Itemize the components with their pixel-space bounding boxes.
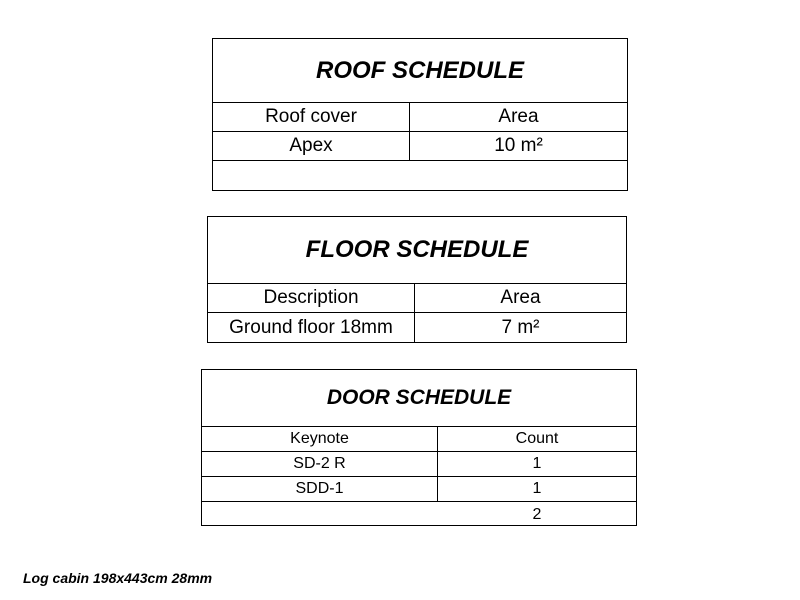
table-row bbox=[213, 132, 627, 161]
total-count-cell: 2 bbox=[532, 505, 542, 523]
total-label-cell bbox=[202, 502, 438, 527]
table-header-row bbox=[213, 103, 627, 132]
door-schedule-title: DOOR SCHEDULE bbox=[202, 370, 636, 427]
keynote-cell: SD-2 R bbox=[202, 452, 438, 476]
floor-schedule-title: FLOOR SCHEDULE bbox=[208, 217, 626, 284]
area-cell: 10 m² bbox=[494, 135, 543, 156]
door-schedule-table bbox=[201, 369, 637, 526]
table-header-row bbox=[208, 284, 626, 313]
column-header-area: Area bbox=[498, 106, 539, 127]
count-cell: 1 bbox=[532, 480, 542, 497]
total-cell bbox=[213, 161, 627, 191]
roof-cover-cell: Apex bbox=[213, 132, 410, 160]
drawing-caption: Log cabin 198x443cm 28mm bbox=[23, 570, 213, 586]
table-row bbox=[202, 452, 636, 477]
table-row bbox=[208, 313, 626, 342]
column-header-count: Count bbox=[515, 430, 559, 447]
floor-schedule-table bbox=[207, 216, 627, 343]
table-row bbox=[202, 477, 636, 502]
count-cell: 1 bbox=[532, 455, 542, 472]
column-header-area: Area bbox=[500, 287, 541, 308]
column-header-roof-cover: Roof cover bbox=[213, 103, 410, 131]
keynote-cell: SDD-1 bbox=[202, 477, 438, 501]
roof-schedule-table bbox=[212, 38, 628, 191]
table-total-row bbox=[202, 502, 636, 527]
area-cell: 7 m² bbox=[501, 316, 540, 338]
table-total-row bbox=[213, 161, 627, 191]
roof-schedule-title: ROOF SCHEDULE bbox=[213, 39, 627, 103]
column-header-description: Description bbox=[208, 284, 415, 312]
description-cell: Ground floor 18mm bbox=[208, 313, 415, 342]
column-header-keynote: Keynote bbox=[202, 427, 438, 451]
table-header-row bbox=[202, 427, 636, 452]
